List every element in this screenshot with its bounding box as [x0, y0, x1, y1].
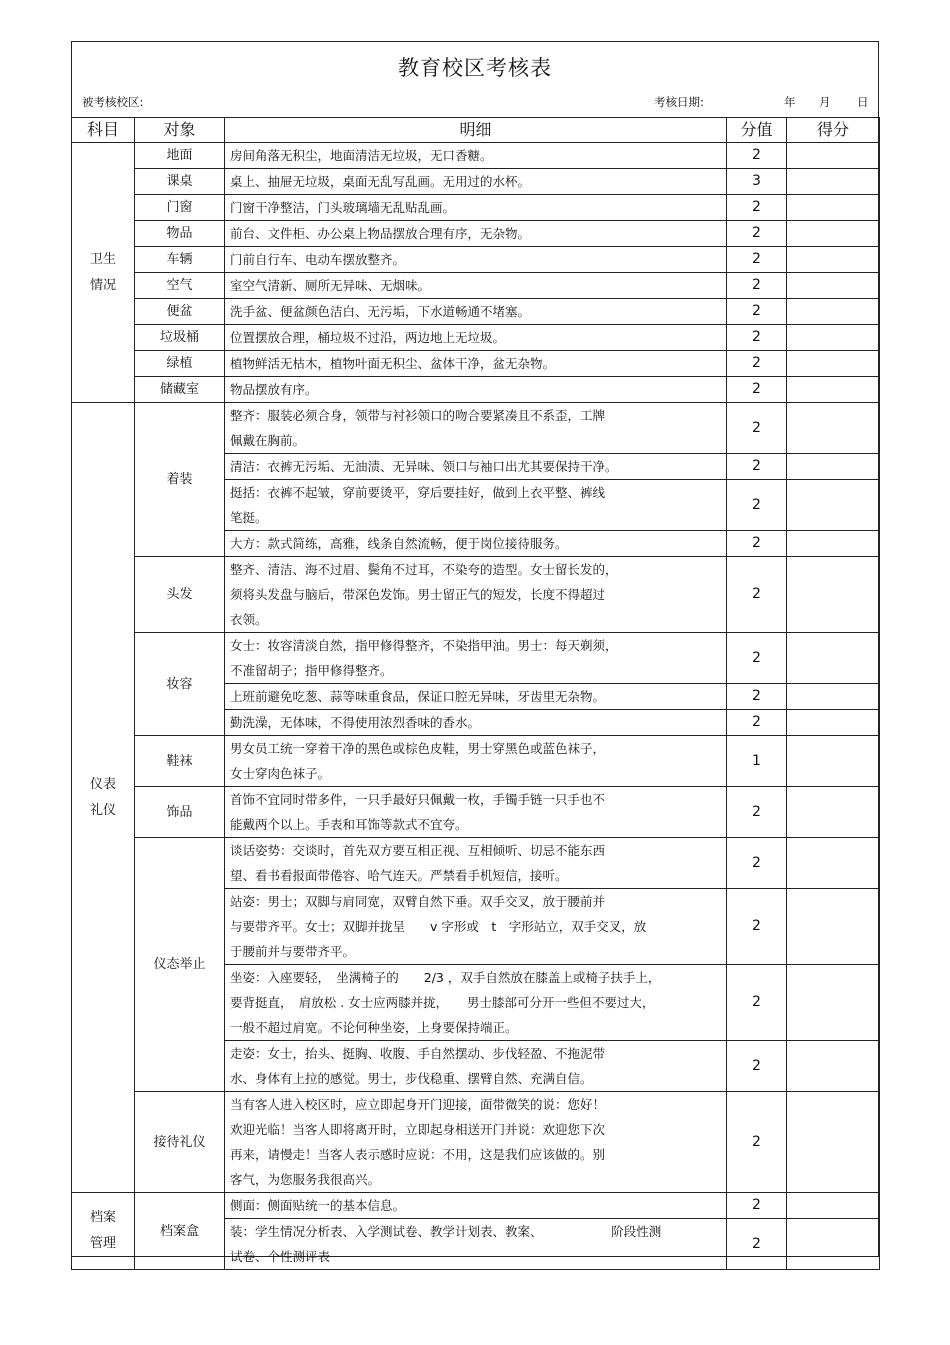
score-cell: 2 — [727, 710, 787, 736]
score-cell: 2 — [727, 889, 787, 965]
object-cell: 便盆 — [135, 299, 225, 325]
object-cell: 地面 — [135, 143, 225, 169]
points-input-cell[interactable] — [787, 736, 880, 787]
points-input-cell[interactable] — [787, 169, 880, 195]
score-cell: 2 — [727, 1092, 787, 1193]
object-cell: 鞋袜 — [135, 736, 225, 787]
header-points: 得分 — [787, 118, 880, 143]
detail-cell: 女士：妆容清淡自然，指甲修得整齐，不染指甲油。男士：每天剃须， 不准留胡子；指甲修得整齐。 — [225, 633, 727, 684]
points-input-cell[interactable] — [787, 1092, 880, 1193]
object-cell: 仪态举止 — [135, 838, 225, 1092]
score-cell: 2 — [727, 351, 787, 377]
score-cell: 2 — [727, 195, 787, 221]
header-subject: 科目 — [72, 118, 135, 143]
object-cell: 绿植 — [135, 351, 225, 377]
points-input-cell[interactable] — [787, 143, 880, 169]
table-row — [72, 1092, 880, 1193]
score-cell: 2 — [727, 403, 787, 454]
score-cell: 2 — [727, 684, 787, 710]
object-cell: 物品 — [135, 221, 225, 247]
table-row — [72, 736, 880, 787]
table-row — [72, 273, 880, 299]
points-input-cell[interactable] — [787, 299, 880, 325]
detail-cell: 挺括：衣裤不起皱，穿前要烫平，穿后要挂好，做到上衣平整、裤线 笔挺。 — [225, 480, 727, 531]
detail-cell: 走姿：女士，抬头、挺胸、收腹、手自然摆动、步伐轻盈、不拖泥带 水、身体有上拉的感觉。男士，步伐稳重、摆臂自然、充满自信。 — [225, 1041, 727, 1092]
points-input-cell[interactable] — [787, 195, 880, 221]
score-cell: 2 — [727, 965, 787, 1041]
detail-cell: 装：学生情况分析表、入学测试卷、教学计划表、教案、 阶段性测 试卷、个性测评表 — [225, 1219, 727, 1270]
points-input-cell[interactable] — [787, 351, 880, 377]
score-cell: 2 — [727, 557, 787, 633]
table-header-row — [72, 118, 880, 143]
points-input-cell[interactable] — [787, 403, 880, 454]
assessment-sheet — [71, 41, 879, 1264]
date-label: 考核日期: — [654, 95, 704, 109]
score-cell: 1 — [727, 736, 787, 787]
table-row — [72, 838, 880, 889]
detail-cell: 清洁：衣裤无污垢、无油渍、无异味、领口与袖口出尤其要保持干净。 — [225, 454, 727, 480]
table-row — [72, 633, 880, 684]
score-cell: 2 — [727, 1193, 787, 1219]
subject-cell: 卫生 情况 — [72, 143, 135, 403]
month-label: 月 — [819, 95, 831, 109]
points-input-cell[interactable] — [787, 633, 880, 684]
score-cell: 2 — [727, 633, 787, 684]
header-score: 分值 — [727, 118, 787, 143]
table-row — [72, 377, 880, 403]
detail-cell: 谈话姿势：交谈时，首先双方要互相正视、互相倾听、切忌不能东西 望、看书看报面带倦容、哈气连天。严禁看手机短信，接听。 — [225, 838, 727, 889]
points-input-cell[interactable] — [787, 965, 880, 1041]
detail-cell: 桌上、抽屉无垃圾，桌面无乱写乱画。无用过的水杯。 — [225, 169, 727, 195]
table-row — [72, 195, 880, 221]
object-cell: 着装 — [135, 403, 225, 557]
subject-cell: 档案 管理 — [72, 1193, 135, 1270]
detail-cell: 植物鲜活无枯木，植物叶面无积尘、盆体干净，盆无杂物。 — [225, 351, 727, 377]
score-cell: 2 — [727, 480, 787, 531]
detail-cell: 大方：款式简练，高雅，线条自然流畅，便于岗位接待服务。 — [225, 531, 727, 557]
detail-cell: 当有客人进入校区时，应立即起身开门迎接，面带微笑的说：您好！ 欢迎光临！当客人即将离开时，立即起身相送开门并说：欢迎您下次 再来，请慢走！当客人表示感时应说：不用，这是我们应该做的。别 客气，为您服务我很高兴。 — [225, 1092, 727, 1193]
object-cell: 接待礼仪 — [135, 1092, 225, 1193]
table-row — [72, 1193, 880, 1219]
detail-cell: 勤洗澡，无体味，不得使用浓烈香味的香水。 — [225, 710, 727, 736]
detail-cell: 门窗干净整洁，门头玻璃墙无乱贴乱画。 — [225, 195, 727, 221]
points-input-cell[interactable] — [787, 557, 880, 633]
score-cell: 2 — [727, 273, 787, 299]
score-cell: 2 — [727, 787, 787, 838]
header-detail: 明细 — [225, 118, 727, 143]
score-cell: 2 — [727, 247, 787, 273]
score-cell: 2 — [727, 838, 787, 889]
detail-cell: 侧面：侧面贴统一的基本信息。 — [225, 1193, 727, 1219]
detail-cell: 坐姿：入座要轻， 坐满椅子的 2/3 ，双手自然放在膝盖上或椅子扶手上， 要背挺直， 肩放松 . 女士应两膝并拢， 男士膝部可分开一些但不要过大， 一般不超过肩宽。不论何种坐姿，上身要保持端正。 — [225, 965, 727, 1041]
table-row — [72, 247, 880, 273]
header-object: 对象 — [135, 118, 225, 143]
table-row — [72, 143, 880, 169]
points-input-cell[interactable] — [787, 480, 880, 531]
points-input-cell[interactable] — [787, 247, 880, 273]
detail-cell: 前台、文件柜、办公桌上物品摆放合理有序，无杂物。 — [225, 221, 727, 247]
detail-cell: 男女员工统一穿着干净的黑色或棕色皮鞋，男士穿黑色或蓝色袜子， 女士穿肉色袜子。 — [225, 736, 727, 787]
object-cell: 车辆 — [135, 247, 225, 273]
object-cell: 垃圾桶 — [135, 325, 225, 351]
points-input-cell[interactable] — [787, 889, 880, 965]
table-row — [72, 169, 880, 195]
detail-cell: 房间角落无积尘，地面清洁无垃圾，无口香糖。 — [225, 143, 727, 169]
score-cell: 2 — [727, 531, 787, 557]
detail-cell: 整齐：服装必须合身，领带与衬衫领口的吻合要紧凑且不系歪，工牌 佩戴在胸前。 — [225, 403, 727, 454]
detail-cell: 门前自行车、电动车摆放整齐。 — [225, 247, 727, 273]
object-cell: 饰品 — [135, 787, 225, 838]
table-row — [72, 351, 880, 377]
points-input-cell[interactable] — [787, 454, 880, 480]
points-input-cell[interactable] — [787, 377, 880, 403]
assessment-table — [71, 117, 880, 1270]
score-cell: 3 — [727, 169, 787, 195]
score-cell: 2 — [727, 377, 787, 403]
detail-cell: 室空气清新、厕所无异味、无烟味。 — [225, 273, 727, 299]
points-input-cell[interactable] — [787, 273, 880, 299]
table-row — [72, 221, 880, 247]
table-body — [72, 143, 880, 1270]
year-label: 年 — [784, 95, 796, 109]
object-cell: 空气 — [135, 273, 225, 299]
table-row — [72, 299, 880, 325]
campus-label: 被考核校区: — [82, 95, 144, 109]
points-input-cell[interactable] — [787, 1041, 880, 1092]
points-input-cell[interactable] — [787, 1219, 880, 1270]
points-input-cell[interactable] — [787, 325, 880, 351]
score-cell: 2 — [727, 325, 787, 351]
object-cell: 课桌 — [135, 169, 225, 195]
detail-cell: 位置摆放合理，桶垃圾不过沿，两边地上无垃圾。 — [225, 325, 727, 351]
score-cell: 2 — [727, 1041, 787, 1092]
points-input-cell[interactable] — [787, 221, 880, 247]
table-row — [72, 557, 880, 633]
score-cell: 2 — [727, 1219, 787, 1270]
points-input-cell[interactable] — [787, 838, 880, 889]
detail-cell: 上班前避免吃葱、蒜等味重食品，保证口腔无异味，牙齿里无杂物。 — [225, 684, 727, 710]
points-input-cell[interactable] — [787, 710, 880, 736]
subject-cell: 仪表 礼仪 — [72, 403, 135, 1193]
object-cell: 头发 — [135, 557, 225, 633]
points-input-cell[interactable] — [787, 787, 880, 838]
points-input-cell[interactable] — [787, 684, 880, 710]
page-title: 教育校区考核表 — [398, 56, 552, 80]
score-cell: 2 — [727, 221, 787, 247]
table-row — [72, 787, 880, 838]
score-cell: 2 — [727, 143, 787, 169]
detail-cell: 物品摆放有序。 — [225, 377, 727, 403]
table-row — [72, 325, 880, 351]
score-cell: 2 — [727, 454, 787, 480]
object-cell: 储藏室 — [135, 377, 225, 403]
detail-cell: 整齐、清洁、海不过眉、鬓角不过耳，不染夸的造型。女士留长发的， 须将头发盘与脑后，带深色发饰。男士留正气的短发，长度不得超过 衣领。 — [225, 557, 727, 633]
detail-cell: 站姿：男士；双脚与肩同宽，双臂自然下垂。双手交叉，放于腰前并 与要带齐平。女士；双脚并拢呈 v 字形或 t 字形站立，双手交叉，放 于腰前并与要带齐平。 — [225, 889, 727, 965]
object-cell: 档案盒 — [135, 1193, 225, 1270]
points-input-cell[interactable] — [787, 1193, 880, 1219]
table-row — [72, 403, 880, 454]
points-input-cell[interactable] — [787, 531, 880, 557]
object-cell: 妆容 — [135, 633, 225, 736]
detail-cell: 洗手盆、便盆颜色洁白、无污垢，下水道畅通不堵塞。 — [225, 299, 727, 325]
day-label: 日 — [857, 95, 869, 109]
object-cell: 门窗 — [135, 195, 225, 221]
detail-cell: 首饰不宜同时带多件，一只手最好只佩戴一枚，手镯手链一只手也不 能戴两个以上。手表和耳饰等款式不宜夸。 — [225, 787, 727, 838]
score-cell: 2 — [727, 299, 787, 325]
